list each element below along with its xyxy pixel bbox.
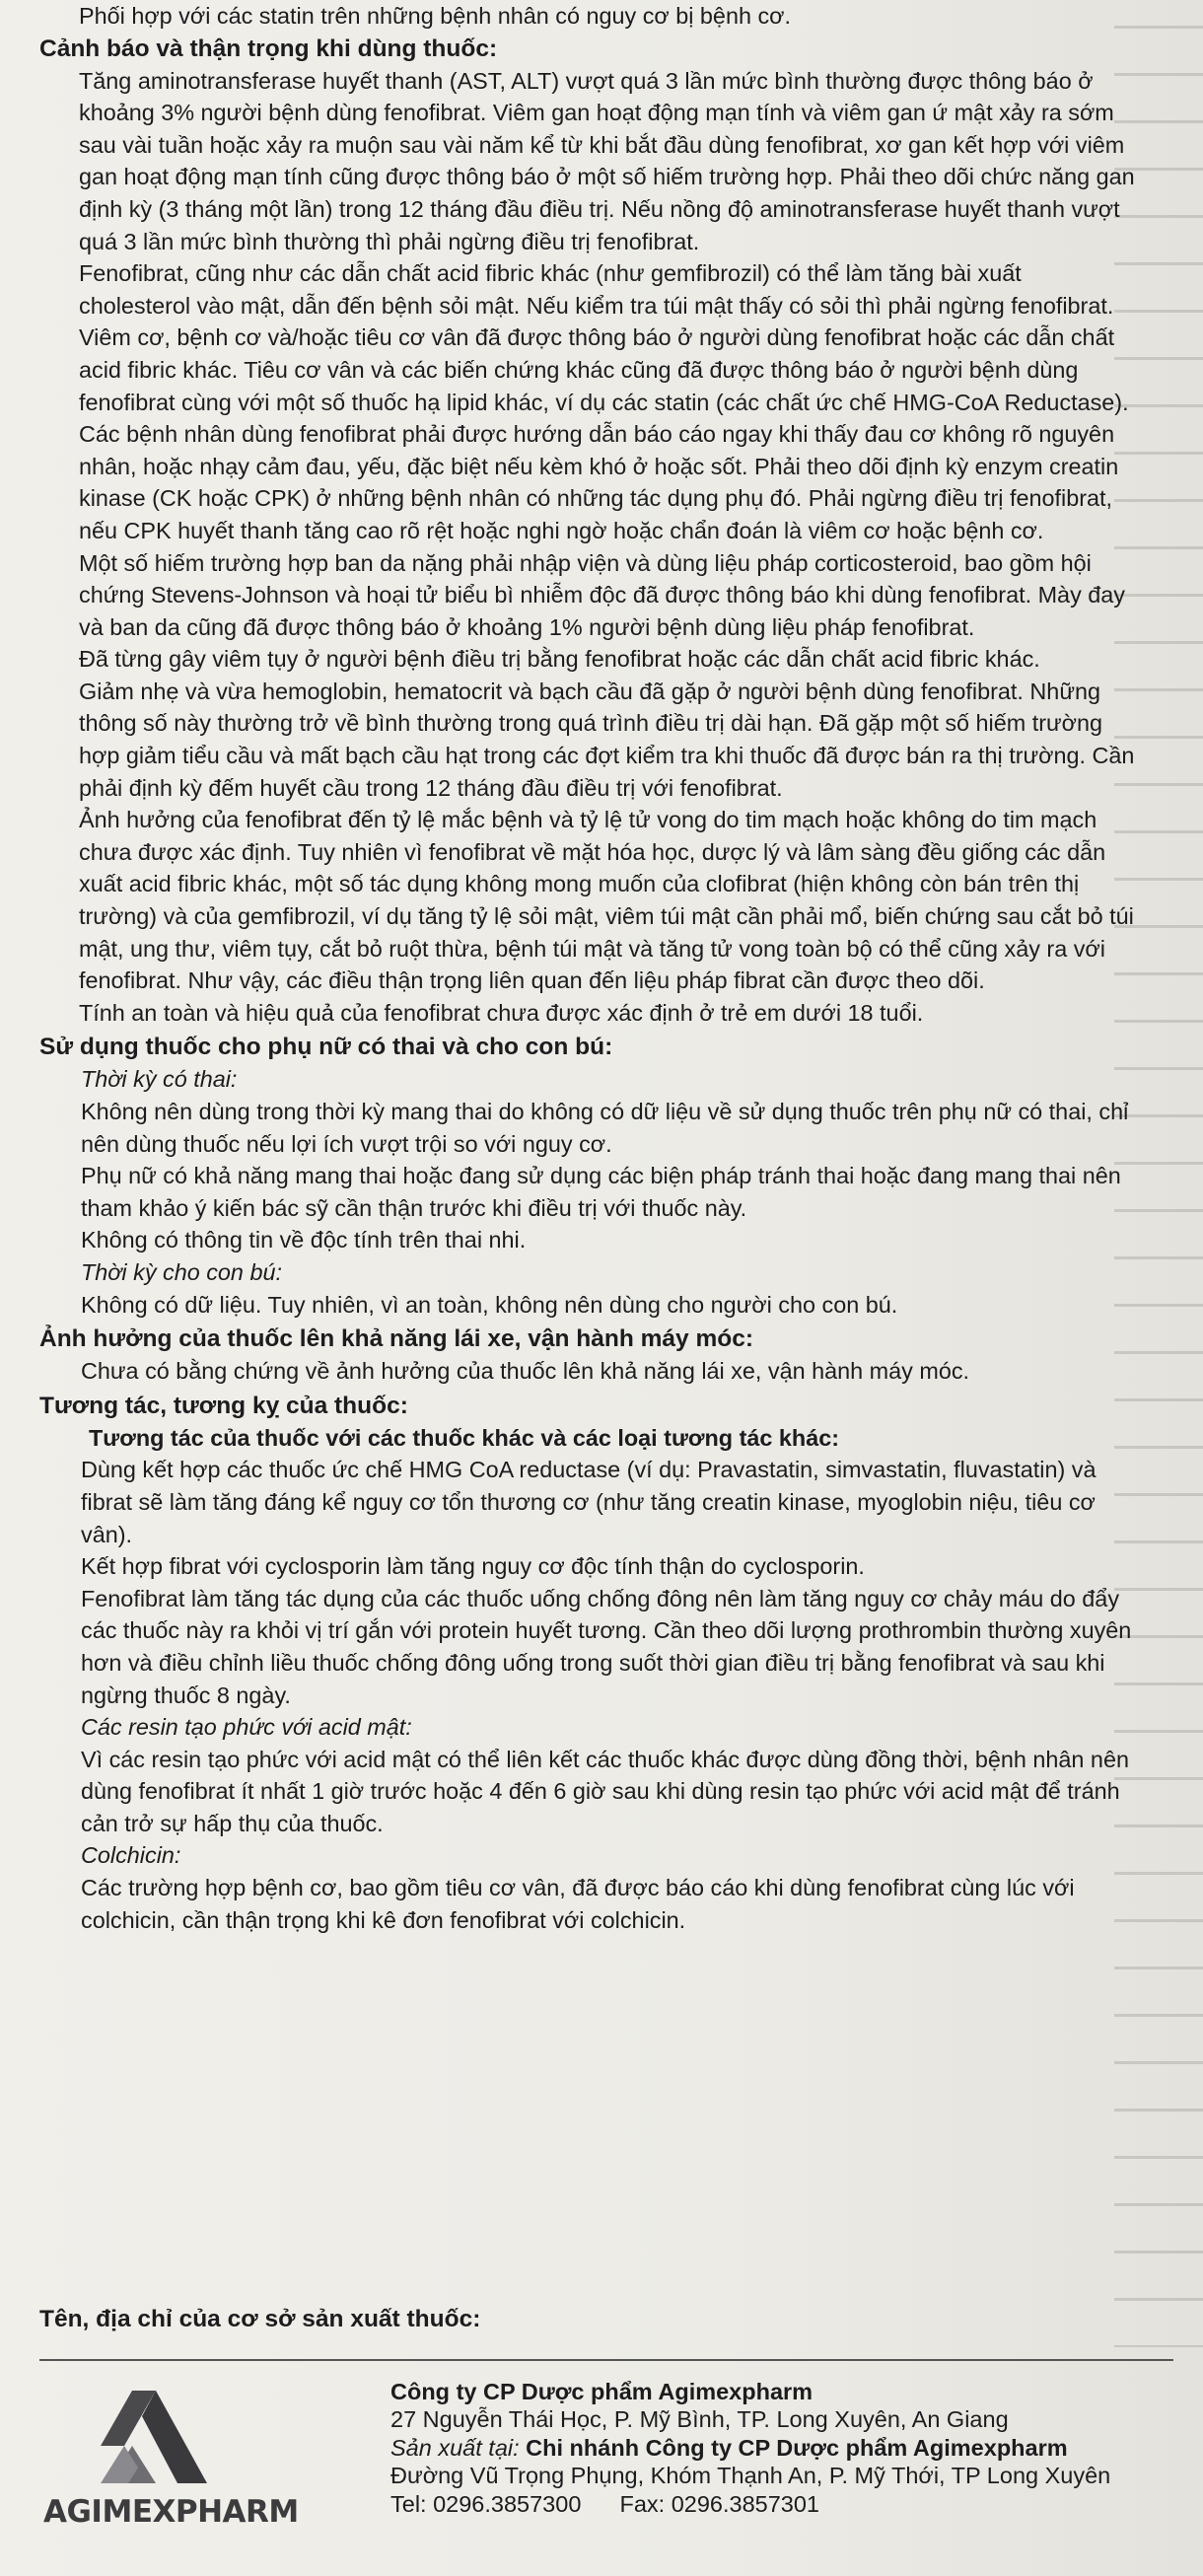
pregnancy-paragraph: Không nên dùng trong thời kỳ mang thai do không có dữ liệu về sử dụng thuốc trên phụ nữ có thai, chỉ nên dùng thuốc nếu lợi ích vượt trội so với nguy cơ.: [81, 1099, 1129, 1157]
driving-heading: Ảnh hưởng của thuốc lên khả năng lái xe, vận hành máy móc:: [39, 1325, 754, 1353]
factory-address: Đường Vũ Trọng Phụng, Khóm Thạnh An, P. Mỹ Thới, TP Long Xuyên: [390, 2463, 1111, 2489]
pregnancy-heading: Sử dụng thuốc cho phụ nữ có thai và cho con bú:: [39, 1034, 613, 1061]
fax-number: Fax: 0296.3857301: [619, 2490, 819, 2517]
resin-paragraph: Vì các resin tạo phức với acid mật có thể liên kết các thuốc khác được dùng đồng thời, bệnh nhân nên dùng fenofibrat ít nhất 1 giờ trước hoặc 4 đến 6 giờ sau khi dùng resin tạo phức với acid mật để tránh cản trở sự hấp thụ của thuốc.: [81, 1746, 1129, 1836]
intro-line: Phối hợp với các statin trên những bệnh nhân có nguy cơ bị bệnh cơ.: [79, 3, 791, 29]
warning-paragraph: Viêm cơ, bệnh cơ và/hoặc tiêu cơ vân đã được thông báo ở người dùng fenofibrat hoặc các dẫn chất acid fibric khác. Tiêu cơ vân và các biến chứng khác cũng đã được thông báo ở người bệnh dùng fenofibrat cùng với một số thuốc hạ lipid khác, ví dụ các statin (các chất ức chế HMG-CoA Reductase). Các bệnh nhân dùng fenofibrat phải được hướng dẫn báo cáo ngay khi thấy đau cơ không rõ nguyên nhân, hoặc nhạy cảm đau, yếu, đặc biệt nếu kèm khó ở hoặc sốt. Phải theo dõi định kỳ enzym creatin kinase (CK hoặc CPK) ở những bệnh nhân có những tác dụng phụ đó. Phải ngừng điều trị fenofibrat, nếu CPK huyết thanh tăng cao rõ rệt hoặc nghi ngờ hoặc chẩn đoán là viêm cơ hoặc bệnh cơ.: [79, 324, 1129, 543]
manufacturer-heading: Tên, địa chỉ của cơ sở sản xuất thuốc:: [39, 2306, 481, 2332]
interaction-paragraph: Dùng kết hợp các thuốc ức chế HMG CoA reductase (ví dụ: Pravastatin, simvastatin, fluvastatin) và fibrat sẽ làm tăng đáng kể nguy cơ tổn thương cơ (như tăng creatin kinase, myoglobin niệu, tiêu cơ vân).: [81, 1457, 1097, 1547]
interaction-paragraph: Kết hợp fibrat với cyclosporin làm tăng nguy cơ độc tính thận do cyclosporin.: [81, 1553, 865, 1580]
warning-paragraph: Giảm nhẹ và vừa hemoglobin, hematocrit và bạch cầu đã gặp ở người bệnh dùng fenofibrat. Những thông số này thường trở về bình thường trong quá trình điều trị dài hạn. Đã gặp một số hiếm trường hợp giảm tiểu cầu và mất bạch cầu hạt trong các đợt kiểm tra khi thuốc đã được bán ra thị trường. Cần phải định kỳ đếm huyết cầu trong 12 tháng đầu điều trị với fenofibrat.: [79, 678, 1135, 801]
production-site: [390, 2434, 1199, 2462]
phone-number: Tel: 0296.3857300: [390, 2490, 582, 2517]
warning-paragraph: Một số hiếm trường hợp ban da nặng phải nhập viện và dùng liệu pháp corticosteroid, bao gồm hội chứng Stevens-Johnson và hoại tử biểu bì nhiễm độc đã được thông báo khi dùng fenofibrat. Mày đay và ban da cũng đã được thông báo ở khoảng 1% người bệnh dùng liệu pháp fenofibrat.: [79, 549, 1125, 640]
warning-paragraph: Ảnh hưởng của fenofibrat đến tỷ lệ mắc bệnh và tỷ lệ tử vong do tim mạch hoặc không do tim mạch chưa được xác định. Tuy nhiên vì fenofibrat về mặt hóa học, dược lý và lâm sàng đều giống các dẫn xuất acid fibric khác, một số tác dụng không mong muốn của clofibrat (hiện không còn bán trên thị trường) và của gemfibrozil, ví dụ tăng tỷ lệ sỏi mật, viêm túi mật cần phải mổ, biến chứng sau cắt bỏ túi mật, ung thư, viêm tụy, cắt bỏ ruột thừa, bệnh túi mật và tăng tử vong toàn bộ có thể cũng xảy ra với fenofibrat. Như vậy, các điều thận trọng liên quan đến liệu pháp fibrat cần được theo dõi.: [79, 807, 1134, 994]
colchicin-paragraph: Các trường hợp bệnh cơ, bao gồm tiêu cơ vân, đã được báo cáo khi dùng fenofibrat cùng lúc với colchicin, cần thận trọng khi kê đơn fenofibrat với colchicin.: [81, 1875, 1075, 1933]
resin-subheading: Các resin tạo phức với acid mật:: [81, 1714, 412, 1741]
warning-paragraph: Tính an toàn và hiệu quả của fenofibrat chưa được xác định ở trẻ em dưới 18 tuổi.: [79, 999, 924, 1026]
logo-wordmark: AGIMEXPHARM: [43, 2494, 299, 2530]
lactation-subheading: Thời kỳ cho con bú:: [81, 1258, 282, 1285]
warnings-heading: Cảnh báo và thận trọng khi dùng thuốc:: [39, 35, 498, 62]
warning-paragraph: Tăng aminotransferase huyết thanh (AST, ALT) vượt quá 3 lần mức bình thường được thông báo ở khoảng 3% người bệnh dùng fenofibrat. Viêm gan hoạt động mạn tính và viêm gan ứ mật xảy ra sớm sau vài tuần hoặc xảy ra muộn sau vài năm kể từ khi bắt đầu dùng fenofibrat, xơ gan kết hợp với viêm gan hoạt động mạn tính cũng được thông báo ở một số hiếm trường hợp. Phải theo dõi chức năng gan định kỳ (3 tháng một lần) trong 12 tháng đầu điều trị. Nếu nồng độ aminotransferase huyết thanh vượt quá 3 lần mức bình thường thì phải ngừng điều trị fenofibrat.: [79, 67, 1135, 254]
warning-paragraph: Fenofibrat, cũng như các dẫn chất acid fibric khác (như gemfibrozil) có thể làm tăng bài xuất cholesterol vào mật, dẫn đến bệnh sỏi mật. Nếu kiểm tra túi mật thấy có sỏi thì phải ngừng fenofibrat.: [79, 260, 1114, 319]
pregnancy-paragraph: Phụ nữ có khả năng mang thai hoặc đang sử dụng các biện pháp tránh thai hoặc đang mang thai nên tham khảo ý kiến bác sỹ cần thận trước khi điều trị với thuốc này.: [81, 1163, 1121, 1221]
interactions-heading: Tương tác, tương kỵ của thuốc:: [39, 1392, 408, 1419]
manufacturer-info: [390, 2378, 1199, 2518]
company-address: 27 Nguyễn Thái Học, P. Mỹ Bình, TP. Long Xuyên, An Giang: [390, 2406, 1009, 2433]
produced-at-label: Sản xuất tại:: [390, 2434, 520, 2461]
pregnancy-subheading: Thời kỳ có thai:: [81, 1066, 238, 1093]
pregnancy-paragraph: Không có thông tin về độc tính trên thai nhi.: [81, 1227, 527, 1253]
divider: [39, 2359, 1173, 2361]
interactions-subheading: Tương tác của thuốc với các thuốc khác và các loại tương tác khác:: [89, 1424, 840, 1451]
leaflet-body: [39, 0, 1139, 1936]
warning-paragraph: Đã từng gây viêm tụy ở người bệnh điều trị bằng fenofibrat hoặc các dẫn chất acid fibric khác.: [79, 646, 1040, 673]
lactation-paragraph: Không có dữ liệu. Tuy nhiên, vì an toàn, không nên dùng cho người cho con bú.: [81, 1291, 898, 1318]
company-name: Công ty CP Dược phẩm Agimexpharm: [390, 2379, 814, 2404]
interaction-paragraph: Fenofibrat làm tăng tác dụng của các thuốc uống chống đông nên làm tăng nguy cơ chảy máu do đẩy các thuốc này ra khỏi vị trí gắn với protein huyết tương. Cần theo dõi lượng prothrombin thường xuyên hơn và điều chỉnh liều thuốc chống đông uống trong suốt thời gian điều trị bằng fenofibrat và sau khi ngừng thuốc 8 ngày.: [81, 1585, 1132, 1708]
colchicin-subheading: Colchicin:: [81, 1842, 181, 1869]
contact-line: [390, 2490, 1199, 2518]
driving-paragraph: Chưa có bằng chứng về ảnh hưởng của thuốc lên khả năng lái xe, vận hành máy móc.: [81, 1358, 970, 1385]
produced-at-name: Chi nhánh Công ty CP Dược phẩm Agimexpharm: [526, 2434, 1068, 2461]
